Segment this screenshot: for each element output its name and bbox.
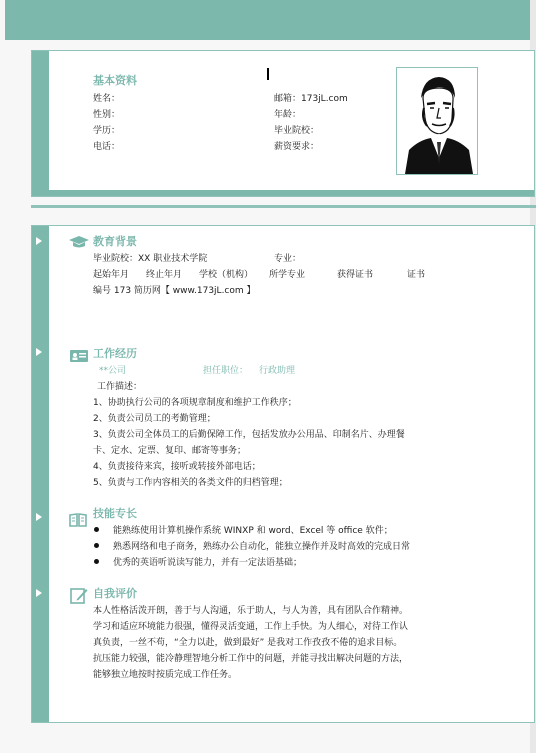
school-field: 毕业院校： — [274, 126, 320, 136]
self-eval-line: 抗压能力较强，能冷静理智地分析工作中的问题，并能寻找出解决问题的方法， — [93, 654, 409, 664]
edu-header: 获得证书 — [337, 270, 374, 280]
gender-field: 性别： — [93, 110, 121, 120]
education-field: 学历： — [93, 126, 121, 136]
edu-header: 证书 — [407, 270, 426, 280]
skill-item: 熟悉网络和电子商务，熟练办公自动化，能独立操作并及时高效的完成日常 — [113, 542, 411, 552]
edu-header: 所学专业 — [269, 270, 306, 280]
arrow-icon — [36, 348, 42, 356]
edit-icon — [70, 587, 88, 609]
edu-header: 终止年月 — [146, 270, 183, 280]
phone-field: 电话： — [93, 142, 121, 152]
work-item: 1、协助执行公司的各项规章制度和维护工作秩序； — [93, 398, 297, 408]
arrow-icon — [36, 237, 42, 245]
basic-info-title: 基本资料 — [93, 74, 137, 87]
salary-field: 薪资要求： — [274, 142, 320, 152]
card-bottom-bar — [49, 190, 534, 196]
details-card — [31, 225, 535, 723]
arrow-icon — [36, 513, 42, 521]
self-eval-line: 真负责，一丝不苟，“全力以赴，做到最好” 是我对工作孜孜不倦的追求目标。 — [93, 638, 403, 648]
skills-title: 技能专长 — [93, 507, 137, 520]
email-field: 邮箱：173jL.com — [274, 94, 348, 104]
work-title: 工作经历 — [93, 347, 137, 360]
work-item: 2、负责公司员工的考勤管理； — [93, 414, 216, 424]
work-position-label: 担任职位： — [203, 366, 249, 376]
bullet — [94, 527, 99, 532]
work-item: 5、负责与工作内容相关的各类文件的归档管理； — [93, 478, 288, 488]
work-item: 3、负责公司全体员工的后勤保障工作，包括发放办公用品、印制名片、办理餐 — [93, 430, 405, 440]
skill-item: 能熟练使用计算机操作系统 WINXP 和 word、Excel 等 office 软件； — [113, 526, 393, 536]
self-eval-title: 自我评价 — [93, 587, 137, 600]
card-stripe — [32, 51, 49, 196]
edu-code: 编号 173 简历网【 www.173jL.com 】 — [93, 286, 256, 296]
edu-header: 学校（机构） — [199, 270, 254, 280]
work-item: 4、负责接待来宾，接听或转接外部电话； — [93, 462, 261, 472]
bullet — [94, 559, 99, 564]
edu-header: 起始年月 — [93, 270, 130, 280]
graduation-cap-icon — [69, 234, 89, 253]
work-position: 行政助理 — [259, 366, 296, 376]
text-cursor — [267, 68, 269, 80]
work-item: 卡、定水、定票、复印、邮寄等事务； — [93, 446, 247, 456]
id-card-icon — [70, 348, 88, 367]
name-field: 姓名： — [93, 94, 121, 104]
education-title: 教育背景 — [93, 235, 137, 248]
book-icon — [69, 512, 87, 531]
skill-item: 优秀的英语听说读写能力，并有一定法语基础； — [113, 558, 303, 568]
bullet — [94, 543, 99, 548]
edu-school: 毕业院校：XX 职业技术学院 — [93, 254, 208, 264]
top-banner — [5, 0, 536, 40]
work-desc-label: 工作描述： — [97, 382, 143, 392]
section-divider — [31, 205, 536, 208]
arrow-icon — [36, 589, 42, 597]
edu-major: 专业： — [274, 254, 302, 264]
self-eval-line: 能够独立地按时按质完成工作任务。 — [93, 670, 238, 680]
card-stripe — [32, 226, 49, 722]
self-eval-line: 学习和适应环境能力很强，懂得灵活变通，工作上手快。为人细心，对待工作认 — [93, 622, 409, 632]
age-field: 年龄： — [274, 110, 302, 120]
profile-photo[interactable] — [396, 67, 478, 175]
work-company: **公司 — [99, 366, 127, 376]
self-eval-line: 本人性格活泼开朗，善于与人沟通，乐于助人，与人为善，具有团队合作精神。 — [93, 606, 409, 616]
